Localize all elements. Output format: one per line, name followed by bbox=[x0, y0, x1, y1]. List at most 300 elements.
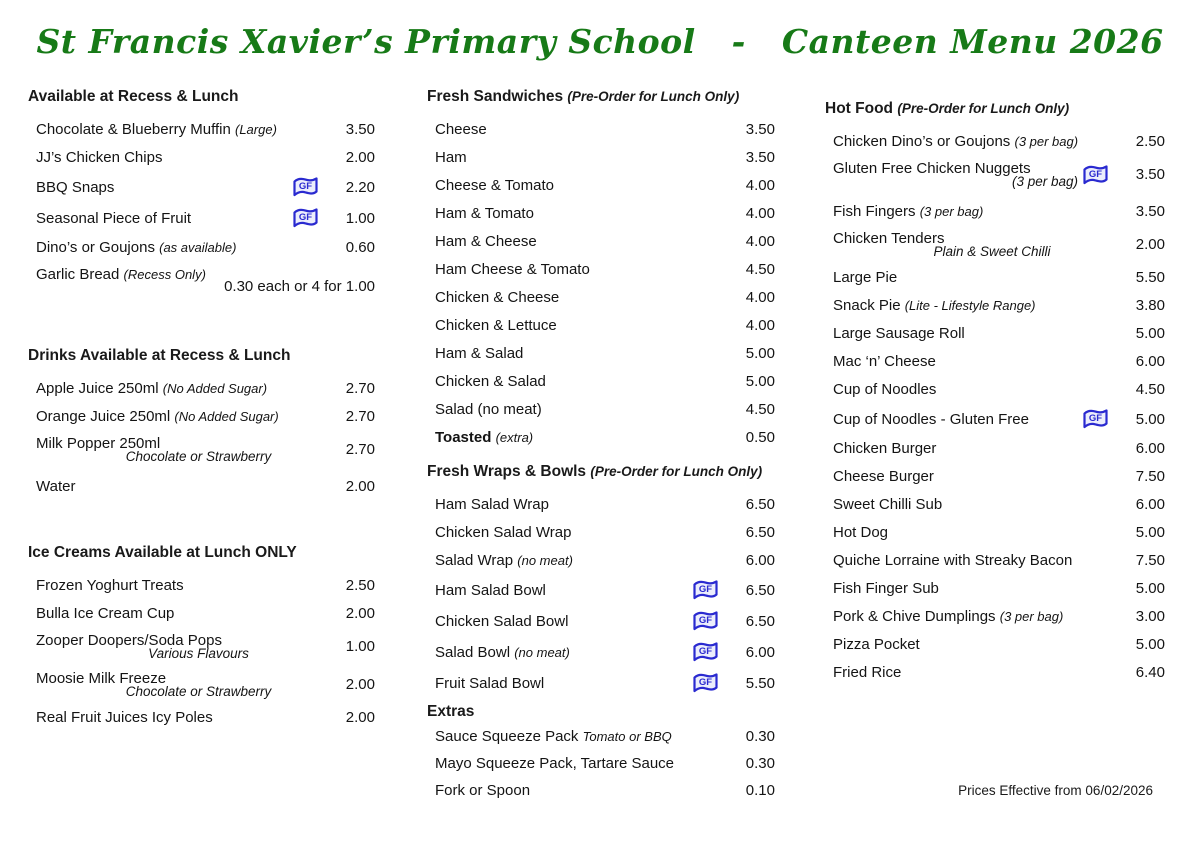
item-price: 4.50 bbox=[745, 261, 775, 278]
section-heading bbox=[427, 703, 775, 721]
gluten-free-icon bbox=[1082, 164, 1109, 186]
menu-section bbox=[28, 544, 375, 727]
item-name-block bbox=[36, 605, 331, 622]
item-name-block bbox=[833, 269, 1121, 286]
item-price: 2.00 bbox=[345, 149, 375, 166]
item-line bbox=[833, 353, 1121, 370]
menu-item bbox=[28, 407, 375, 426]
item-price: 5.50 bbox=[745, 674, 775, 692]
item-price: 5.00 bbox=[1135, 325, 1165, 342]
item-name: Seasonal Piece of Fruit bbox=[36, 209, 192, 227]
menu-section bbox=[28, 347, 375, 496]
item-name: Cheese bbox=[435, 121, 487, 138]
item-name: Toasted bbox=[435, 429, 492, 446]
item-note: (3 per bag) bbox=[999, 609, 1064, 624]
menu-item bbox=[427, 232, 775, 251]
svg-text:GF: GF bbox=[1088, 413, 1103, 425]
section-heading-text: Drinks Available at Recess & Lunch bbox=[28, 347, 291, 364]
svg-text:GF: GF bbox=[698, 584, 713, 596]
item-line bbox=[833, 411, 1082, 428]
item-price: 5.00 bbox=[745, 345, 775, 362]
item-name-block bbox=[833, 381, 1121, 398]
menu-item bbox=[825, 230, 1165, 259]
menu-title: St Francis Xavier’s Primary School - Canteen Menu 2026 bbox=[36, 22, 1164, 61]
item-name-block bbox=[833, 608, 1121, 625]
item-price: 3.50 bbox=[1135, 166, 1165, 183]
item-name-block bbox=[435, 205, 731, 222]
item-line bbox=[435, 429, 731, 446]
menu-item bbox=[28, 576, 375, 595]
item-price-note: 0.30 each or 4 for 1.00 bbox=[224, 278, 375, 295]
menu-item bbox=[825, 324, 1165, 343]
item-name-block bbox=[833, 297, 1121, 314]
item-line bbox=[435, 675, 692, 692]
menu-item bbox=[427, 204, 775, 223]
item-price: 3.50 bbox=[1135, 203, 1165, 220]
item-name: Cheese Burger bbox=[833, 468, 934, 485]
item-note: (Recess Only) bbox=[123, 267, 206, 282]
item-name-block bbox=[435, 121, 731, 138]
section-heading bbox=[825, 100, 1165, 118]
item-price: 4.50 bbox=[1135, 381, 1165, 398]
menu-item bbox=[427, 641, 775, 663]
item-price: 5.00 bbox=[745, 373, 775, 390]
item-price: 6.00 bbox=[745, 643, 775, 661]
item-line bbox=[833, 524, 1121, 541]
item-note: (3 per bag) bbox=[919, 204, 984, 219]
menu-item bbox=[28, 708, 375, 727]
item-price: 5.00 bbox=[1135, 636, 1165, 653]
item-price: 2.00 bbox=[345, 478, 375, 495]
gluten-free-icon bbox=[292, 176, 319, 198]
item-line bbox=[435, 728, 731, 745]
item-price: 6.50 bbox=[745, 524, 775, 541]
menu-item bbox=[427, 260, 775, 279]
item-name-block bbox=[36, 478, 331, 495]
menu-item bbox=[28, 176, 375, 198]
item-line bbox=[833, 664, 1121, 681]
item-name-block bbox=[36, 670, 331, 699]
item-line bbox=[36, 380, 331, 397]
item-name-block bbox=[833, 133, 1121, 150]
menu-item bbox=[427, 610, 775, 632]
item-name-block bbox=[833, 325, 1121, 342]
item-name-block bbox=[36, 435, 331, 464]
section-heading-text: Available at Recess & Lunch bbox=[28, 88, 239, 105]
item-price: 2.50 bbox=[1135, 133, 1165, 150]
item-name: Chicken & Salad bbox=[435, 373, 546, 390]
item-price: 6.00 bbox=[745, 552, 775, 569]
item-line bbox=[36, 478, 331, 495]
gluten-free-icon bbox=[692, 610, 719, 632]
item-price: 0.10 bbox=[745, 782, 775, 799]
item-price: 3.50 bbox=[345, 121, 375, 138]
menu-item bbox=[427, 754, 775, 773]
prices-effective-note: Prices Effective from 06/02/2026 bbox=[958, 783, 1153, 798]
item-name: Apple Juice 250ml bbox=[36, 380, 159, 397]
item-note: (Large) bbox=[235, 122, 277, 137]
section-heading-text: Ice Creams Available at Lunch ONLY bbox=[28, 544, 297, 561]
item-name: Salad (no meat) bbox=[435, 401, 542, 418]
svg-text:GF: GF bbox=[698, 646, 713, 658]
section-heading-text: Hot Food bbox=[825, 100, 894, 117]
item-line bbox=[833, 203, 1121, 220]
menu-item bbox=[427, 495, 775, 514]
menu-item bbox=[28, 632, 375, 661]
item-name: Chicken Salad Bowl bbox=[435, 612, 569, 630]
item-price: 2.70 bbox=[345, 441, 375, 458]
menu-column-1 bbox=[28, 88, 375, 736]
item-name-block bbox=[435, 524, 731, 541]
item-line bbox=[435, 582, 692, 599]
item-name: Chicken Dino’s or Goujons bbox=[833, 133, 1011, 150]
item-name: Ham Salad Bowl bbox=[435, 581, 546, 599]
item-line bbox=[833, 269, 1121, 286]
gluten-free-icon bbox=[692, 641, 719, 663]
item-name: Real Fruit Juices Icy Poles bbox=[36, 709, 213, 726]
item-line bbox=[435, 782, 731, 799]
item-name-block bbox=[36, 709, 331, 726]
item-name-block bbox=[36, 632, 331, 661]
menu-section bbox=[427, 463, 775, 694]
item-name-block bbox=[435, 429, 731, 446]
section-heading bbox=[427, 463, 775, 481]
item-price: 0.30 bbox=[745, 755, 775, 772]
item-price: 6.00 bbox=[1135, 440, 1165, 457]
item-name: Gluten Free Chicken Nuggets bbox=[833, 160, 1031, 177]
section-heading-note: (Pre-Order for Lunch Only) bbox=[590, 464, 763, 479]
item-line bbox=[36, 408, 331, 425]
menu-item bbox=[825, 268, 1165, 287]
item-name-block bbox=[833, 203, 1121, 220]
menu-item bbox=[825, 160, 1165, 189]
item-name-block bbox=[435, 345, 731, 362]
item-name: Mac ‘n’ Cheese bbox=[833, 353, 936, 370]
item-name: Cheese & Tomato bbox=[435, 177, 554, 194]
item-name: Chicken & Cheese bbox=[435, 289, 560, 306]
item-line bbox=[435, 205, 731, 222]
menu-item bbox=[825, 495, 1165, 514]
item-name: Ham & Tomato bbox=[435, 205, 534, 222]
item-name: Quiche Lorraine with Streaky Bacon bbox=[833, 552, 1073, 569]
item-price: 5.00 bbox=[1135, 580, 1165, 597]
item-name-block bbox=[36, 577, 331, 594]
item-name-block bbox=[833, 353, 1121, 370]
item-name-block bbox=[833, 230, 1121, 259]
menu-item bbox=[427, 579, 775, 601]
menu-item bbox=[825, 551, 1165, 570]
item-name: Salad Bowl bbox=[435, 643, 511, 661]
item-name: Dino’s or Goujons bbox=[36, 239, 155, 256]
item-name: Ham & Cheese bbox=[435, 233, 537, 250]
menu-item bbox=[427, 316, 775, 335]
item-line bbox=[435, 644, 692, 661]
item-name: Pork & Chive Dumplings bbox=[833, 608, 996, 625]
item-name: Fried Rice bbox=[833, 664, 902, 681]
item-line bbox=[36, 179, 292, 196]
svg-text:GF: GF bbox=[698, 677, 713, 689]
item-price: 2.70 bbox=[345, 408, 375, 425]
gluten-free-icon bbox=[692, 672, 719, 694]
item-name-block bbox=[36, 149, 331, 166]
item-name-block bbox=[36, 239, 331, 256]
item-name-block bbox=[833, 411, 1082, 428]
item-name: Zooper Doopers/Soda Pops bbox=[36, 632, 222, 649]
item-name-block bbox=[435, 496, 731, 513]
item-line bbox=[36, 577, 331, 594]
item-line bbox=[435, 345, 731, 362]
item-line bbox=[435, 613, 692, 630]
item-line bbox=[435, 289, 731, 306]
item-name: Sweet Chilli Sub bbox=[833, 496, 943, 513]
menu-column-3 bbox=[825, 100, 1165, 691]
menu-item bbox=[28, 604, 375, 623]
section-heading-text: Fresh Sandwiches bbox=[427, 88, 564, 105]
item-price: 0.50 bbox=[745, 429, 775, 446]
item-name-block bbox=[435, 149, 731, 166]
item-name: Garlic Bread bbox=[36, 266, 120, 283]
menu-item bbox=[427, 523, 775, 542]
item-name: Ham Cheese & Tomato bbox=[435, 261, 590, 278]
menu-item bbox=[427, 148, 775, 167]
menu-item bbox=[825, 523, 1165, 542]
item-name: Ham bbox=[435, 149, 467, 166]
menu-item bbox=[28, 148, 375, 167]
item-name: Large Sausage Roll bbox=[833, 325, 965, 342]
item-price: 3.00 bbox=[1135, 608, 1165, 625]
menu-item bbox=[825, 408, 1165, 430]
item-name-block bbox=[435, 261, 731, 278]
item-note: (No Added Sugar) bbox=[174, 409, 279, 424]
item-price: 1.00 bbox=[345, 209, 375, 227]
item-line bbox=[435, 524, 731, 541]
item-note: (No Added Sugar) bbox=[162, 381, 268, 396]
menu-item bbox=[28, 266, 375, 295]
menu-item bbox=[427, 400, 775, 419]
item-name-block bbox=[435, 613, 692, 630]
item-name: Fish Finger Sub bbox=[833, 580, 939, 597]
item-line bbox=[435, 755, 731, 772]
svg-text:GF: GF bbox=[698, 615, 713, 627]
menu-item bbox=[28, 435, 375, 464]
item-name-block bbox=[435, 644, 692, 661]
menu-item bbox=[825, 579, 1165, 598]
menu-item bbox=[28, 120, 375, 139]
menu-item bbox=[427, 428, 775, 447]
menu-item bbox=[427, 551, 775, 570]
menu-item bbox=[825, 467, 1165, 486]
menu-item bbox=[825, 380, 1165, 399]
item-name-block bbox=[833, 496, 1121, 513]
item-name-block bbox=[435, 233, 731, 250]
item-name-block bbox=[833, 468, 1121, 485]
section-heading bbox=[28, 347, 375, 365]
item-price: 6.00 bbox=[1135, 353, 1165, 370]
item-name-block bbox=[36, 179, 292, 196]
item-line bbox=[435, 149, 731, 166]
gluten-free-icon bbox=[1082, 408, 1109, 430]
item-name-block bbox=[833, 664, 1121, 681]
item-name-block bbox=[36, 380, 331, 397]
item-price: 2.70 bbox=[345, 380, 375, 397]
item-name-block bbox=[435, 401, 731, 418]
menu-item bbox=[427, 672, 775, 694]
item-line bbox=[36, 149, 331, 166]
item-name: Hot Dog bbox=[833, 524, 889, 541]
menu-item bbox=[28, 477, 375, 496]
item-name: Orange Juice 250ml bbox=[36, 408, 171, 425]
item-price: 5.00 bbox=[1135, 524, 1165, 541]
item-name-block bbox=[36, 408, 331, 425]
item-note: (3 per bag) bbox=[1014, 134, 1079, 149]
item-name: Fish Fingers bbox=[833, 203, 916, 220]
item-price: 2.00 bbox=[345, 605, 375, 622]
item-name-block bbox=[833, 636, 1121, 653]
item-price: 4.00 bbox=[745, 233, 775, 250]
item-name-block bbox=[36, 121, 331, 138]
svg-text:GF: GF bbox=[298, 181, 313, 193]
menu-section bbox=[427, 88, 775, 447]
section-heading-note: (Pre-Order for Lunch Only) bbox=[897, 101, 1070, 116]
item-name: Water bbox=[36, 478, 76, 495]
item-line bbox=[435, 401, 731, 418]
item-price: 4.00 bbox=[745, 177, 775, 194]
section-heading-text: Extras bbox=[427, 703, 475, 720]
menu-item bbox=[825, 352, 1165, 371]
item-name: Fork or Spoon bbox=[435, 782, 531, 799]
menu-item bbox=[825, 202, 1165, 221]
menu-item bbox=[427, 120, 775, 139]
item-line bbox=[833, 580, 1121, 597]
item-name: Ham Salad Wrap bbox=[435, 496, 549, 513]
item-name: Large Pie bbox=[833, 269, 898, 286]
item-name: Chicken Salad Wrap bbox=[435, 524, 572, 541]
menu-item bbox=[427, 372, 775, 391]
gluten-free-icon bbox=[292, 207, 319, 229]
item-name-block bbox=[435, 755, 731, 772]
item-name: Cup of Noodles bbox=[833, 381, 937, 398]
item-name: Bulla Ice Cream Cup bbox=[36, 605, 175, 622]
item-name: Ham & Salad bbox=[435, 345, 524, 362]
item-name: JJ’s Chicken Chips bbox=[36, 149, 163, 166]
item-line bbox=[833, 608, 1121, 625]
item-price: 6.00 bbox=[1135, 496, 1165, 513]
item-line bbox=[833, 297, 1121, 314]
item-price: 6.50 bbox=[745, 612, 775, 630]
item-name: Chicken Burger bbox=[833, 440, 937, 457]
menu-item bbox=[825, 296, 1165, 315]
item-line bbox=[435, 317, 731, 334]
item-name-block bbox=[435, 782, 731, 799]
item-name: Snack Pie bbox=[833, 297, 901, 314]
item-line bbox=[36, 210, 292, 227]
item-price: 2.00 bbox=[345, 676, 375, 693]
item-price: 6.40 bbox=[1135, 664, 1165, 681]
item-line bbox=[36, 121, 331, 138]
item-price: 7.50 bbox=[1135, 468, 1165, 485]
svg-text:GF: GF bbox=[1088, 168, 1103, 180]
item-note: (Lite - Lifestyle Range) bbox=[904, 298, 1036, 313]
item-name: Fruit Salad Bowl bbox=[435, 674, 545, 692]
menu-item bbox=[28, 379, 375, 398]
item-subtext: Chocolate or Strawberry bbox=[125, 684, 272, 699]
item-price: 5.00 bbox=[1135, 410, 1165, 428]
item-note: (no meat) bbox=[517, 553, 573, 568]
menu-item bbox=[427, 176, 775, 195]
item-note: (extra) bbox=[495, 430, 534, 445]
item-name-block bbox=[435, 675, 692, 692]
item-line bbox=[435, 261, 731, 278]
item-price: 6.50 bbox=[745, 496, 775, 513]
item-line bbox=[36, 709, 331, 726]
menu-item bbox=[427, 288, 775, 307]
menu-item bbox=[28, 670, 375, 699]
item-name: Chicken Tenders bbox=[833, 230, 945, 247]
item-subtext: (3 per bag) bbox=[1011, 174, 1078, 189]
menu-item bbox=[427, 727, 775, 746]
menu-section bbox=[427, 703, 775, 800]
item-price: 2.00 bbox=[345, 709, 375, 726]
item-line bbox=[833, 636, 1121, 653]
menu-item bbox=[427, 781, 775, 800]
item-price: 4.50 bbox=[745, 401, 775, 418]
item-name-block bbox=[435, 177, 731, 194]
item-price: 6.50 bbox=[745, 581, 775, 599]
menu-item bbox=[28, 238, 375, 257]
item-name-block bbox=[435, 373, 731, 390]
item-price: 4.00 bbox=[745, 205, 775, 222]
item-line bbox=[435, 233, 731, 250]
svg-text:GF: GF bbox=[298, 212, 313, 224]
item-line bbox=[435, 177, 731, 194]
item-price: 1.00 bbox=[345, 638, 375, 655]
item-line bbox=[36, 239, 331, 256]
item-line bbox=[833, 133, 1121, 150]
item-price: 3.50 bbox=[745, 149, 775, 166]
item-line bbox=[833, 440, 1121, 457]
item-line bbox=[833, 381, 1121, 398]
item-note: (as available) bbox=[159, 240, 237, 255]
item-name: Chicken & Lettuce bbox=[435, 317, 557, 334]
item-name-block bbox=[435, 317, 731, 334]
item-line bbox=[833, 325, 1121, 342]
item-note: Tomato or BBQ bbox=[582, 729, 672, 744]
menu-column-2 bbox=[427, 88, 775, 808]
item-price: 7.50 bbox=[1135, 552, 1165, 569]
item-name-block bbox=[833, 440, 1121, 457]
section-heading-text: Fresh Wraps & Bowls bbox=[427, 463, 587, 480]
item-name-block bbox=[833, 524, 1121, 541]
item-subtext: Chocolate or Strawberry bbox=[125, 449, 272, 464]
item-subtext: Plain & Sweet Chilli bbox=[933, 244, 1051, 259]
item-price: 2.20 bbox=[345, 178, 375, 196]
item-price: 0.60 bbox=[345, 239, 375, 256]
menu-section bbox=[28, 88, 375, 295]
section-heading bbox=[28, 544, 375, 562]
menu-item bbox=[825, 663, 1165, 682]
item-price: 5.50 bbox=[1135, 269, 1165, 286]
item-line bbox=[833, 552, 1121, 569]
item-price: 3.50 bbox=[745, 121, 775, 138]
item-name-block bbox=[435, 728, 731, 745]
item-name: Moosie Milk Freeze bbox=[36, 670, 167, 687]
item-price: 0.30 bbox=[745, 728, 775, 745]
item-price: 2.50 bbox=[345, 577, 375, 594]
gluten-free-icon bbox=[692, 579, 719, 601]
menu-item bbox=[825, 439, 1165, 458]
item-name: Pizza Pocket bbox=[833, 636, 920, 653]
item-name: Salad Wrap bbox=[435, 552, 514, 569]
